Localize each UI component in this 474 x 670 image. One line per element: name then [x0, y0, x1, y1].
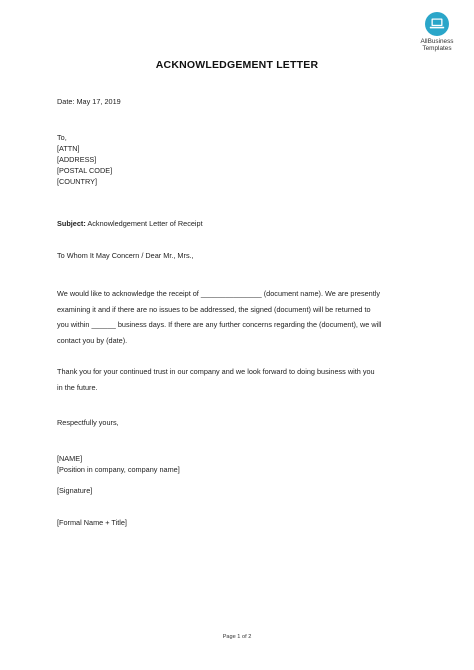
sender-name: [NAME] [57, 454, 83, 463]
laptop-icon [425, 12, 449, 36]
page-number: Page 1 of 2 [222, 634, 252, 640]
address-attn: [ATTN] [57, 144, 80, 153]
address-street: [ADDRESS] [57, 155, 97, 164]
paragraph-line: in the future. [57, 382, 98, 392]
paragraph-line: Thank you for your continued trust in our company and we look forward to doing business with you [57, 367, 375, 376]
subject-label: Subject: [57, 219, 86, 228]
subject-line [57, 218, 203, 229]
subject-text: Acknowledgement Letter of Receipt [85, 219, 203, 228]
sender-position: [Position in company, company name] [57, 465, 180, 474]
logo-line-1: AllBusiness [420, 38, 454, 45]
logo-line-2: Templates [422, 45, 452, 52]
body-paragraph-1 [57, 286, 418, 348]
signature-line: [Signature] [57, 486, 93, 495]
paragraph-line: you within ______ business days. If there are any further concerns regarding the (document), we will [57, 320, 382, 329]
salutation: To Whom It May Concern / Dear Mr., Mrs., [57, 251, 194, 260]
formal-name-line: [Formal Name + Title] [57, 518, 127, 527]
closing: Respectfully yours, [57, 418, 119, 427]
address-postal: [POSTAL CODE] [57, 166, 113, 175]
paragraph-line: examining it and if there are no issues to be addressed, the signed (document) will be returned to [57, 304, 371, 314]
address-country: [COUNTRY] [57, 177, 98, 186]
brand-logo[interactable] [414, 12, 460, 52]
paragraph-line: We would like to acknowledge the receipt of _______________ (document name). We are presently [57, 289, 381, 298]
paragraph-line: contact you by (date). [57, 335, 128, 345]
date-line: Date: May 17, 2019 [57, 97, 121, 106]
letter-title: ACKNOWLEDGEMENT LETTER [155, 59, 319, 71]
address-to: To, [57, 133, 67, 142]
body-paragraph-2 [57, 364, 418, 395]
